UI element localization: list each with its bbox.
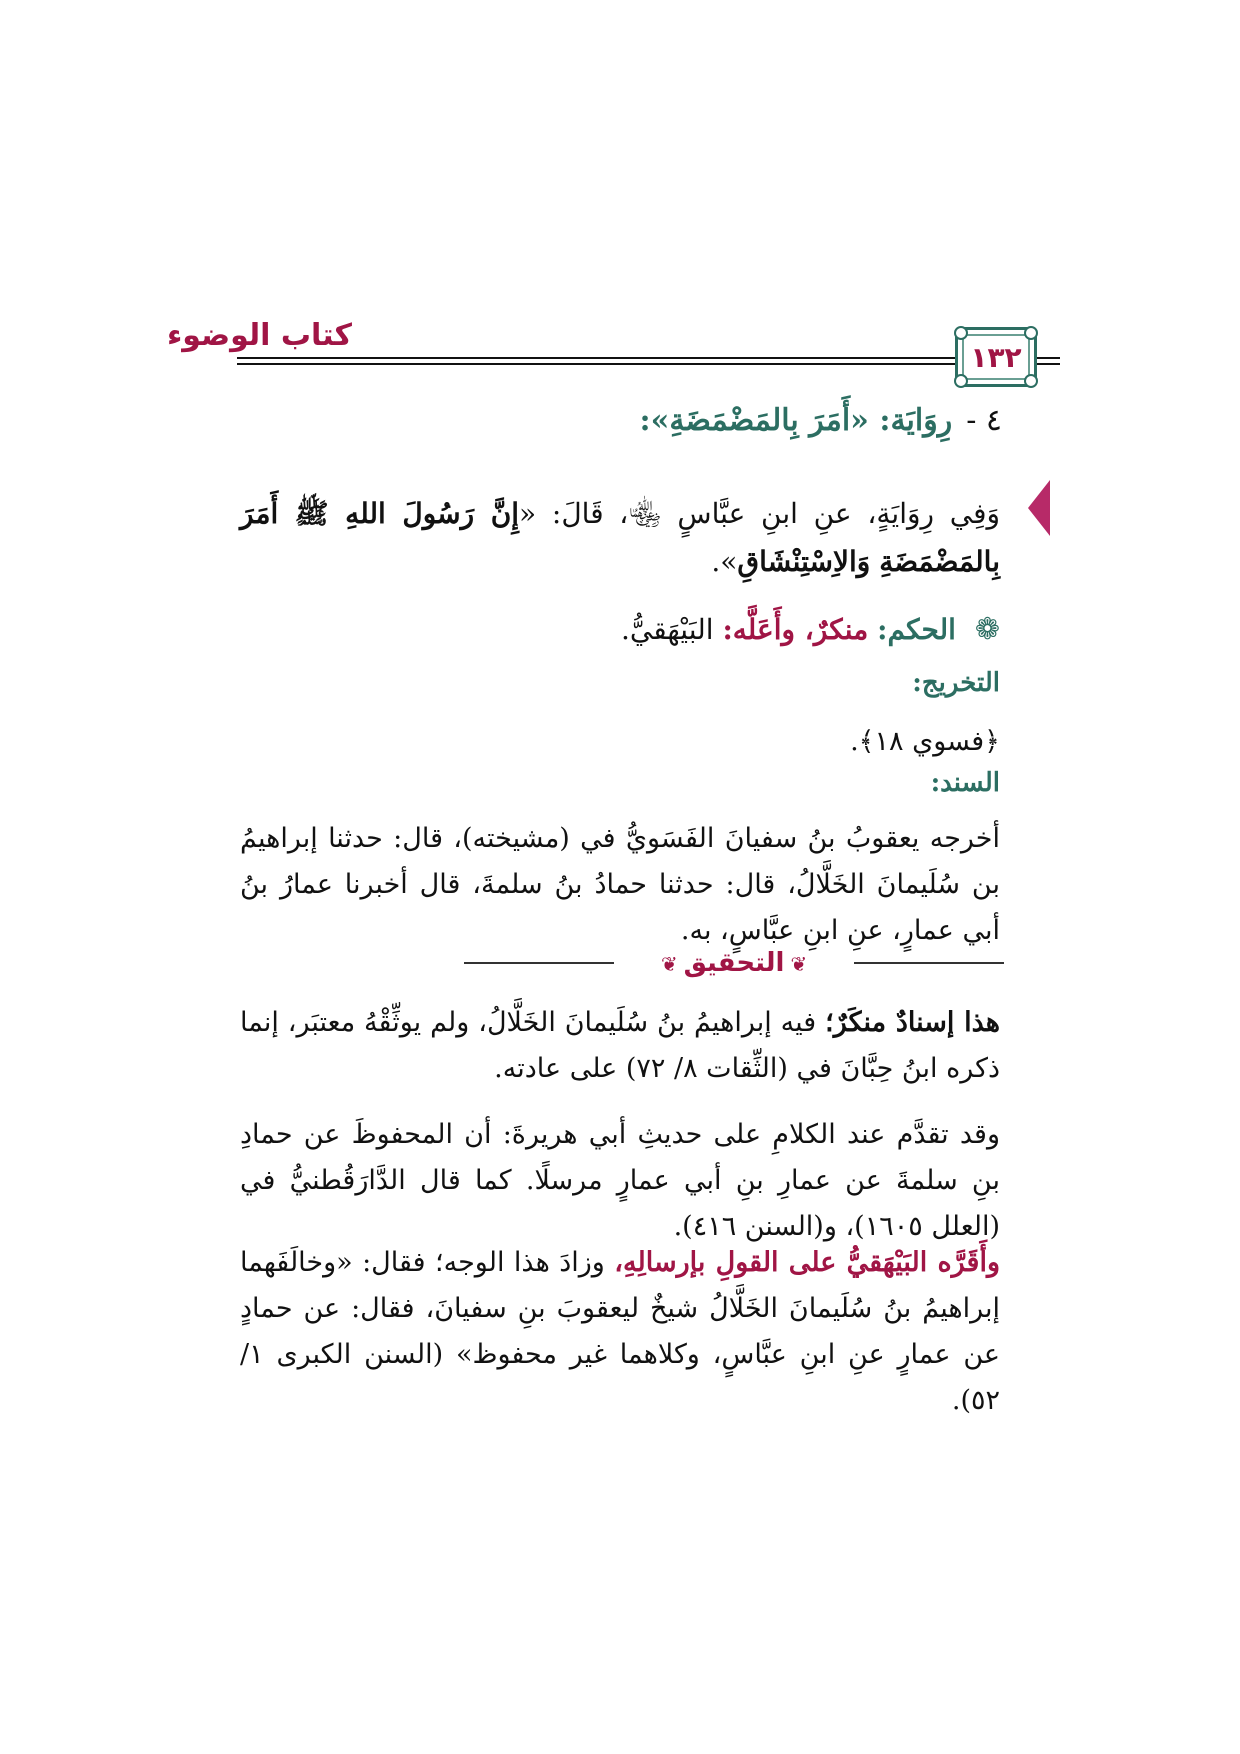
section-title: رِوَايَة: «أَمَرَ بِالمَضْمَضَةِ»: <box>639 403 953 438</box>
ruling-by: البَيْهَقيُّ. <box>621 613 714 646</box>
takhrij-reference: ﴿فسوي ١٨﴾. <box>850 726 1000 757</box>
tahqiq-p3-bold: وأَقَرَّه البَيْهَقيُّ على القولِ بإرسالِهِ، <box>614 1247 1000 1278</box>
tahqiq-paragraph-1 <box>240 1000 1000 1092</box>
section-heading <box>640 403 1002 438</box>
flower-icon: ❁ <box>974 612 1000 647</box>
tahqiq-paragraph-3 <box>240 1240 1000 1424</box>
ruling-value: منكرٌ، وأَعَلَّه: <box>722 613 869 646</box>
takhrij-heading: التخريج: <box>912 668 1000 698</box>
sanad-heading: السند: <box>930 768 1000 798</box>
badge-ornament-icon <box>954 326 968 340</box>
book-title: كتاب الوضوء <box>166 318 352 353</box>
badge-ornament-icon <box>1024 326 1038 340</box>
divider-line <box>854 962 1004 964</box>
tahqiq-p1-rest: فيه إبراهيمُ بنُ سُلَيمانَ الخَلَّالُ، ولم يوثِّقْهُ معتبَر، إنما ذكره ابنُ حِبَّانَ في (الثِّقات ٨/ ٧٢) على عادته. <box>240 1007 1000 1084</box>
header-rule-bottom <box>237 363 1022 365</box>
tahqiq-p3-rest: وزادَ هذا الوجه؛ فقال: «وخالَفَهما إبراهيمُ بنُ سُلَيمانَ الخَلَّالُ شيخٌ ليعقوبَ بنِ سفيانَ، فقال: عن حمادٍ عن عمارٍ عنِ ابنِ عبَّاسٍ، وكلاهما غير محفوظ» (السنن الكبرى ١/ ٥٢). <box>240 1247 1000 1416</box>
section-number: ٤ - <box>966 403 1002 438</box>
hadith-outro: ». <box>711 545 738 578</box>
hadith-intro: وَفِي رِوَايَةٍ، عنِ ابنِ عبَّاسٍ ﵄، قَالَ: « <box>519 497 1000 530</box>
hadith-matn-a: إِنَّ رَسُولَ اللهِ ﷺ أَمَرَ بِالمَضْمَضَةِ <box>240 497 1000 578</box>
page-number-badge <box>955 327 1037 387</box>
flourish-icon: ❦ <box>790 952 808 976</box>
sanad-paragraph: أخرجه يعقوبُ بنُ سفيانَ الفَسَويُّ في (مشيخته)، قال: حدثنا إبراهيمُ بن سُلَيمانَ الخَلَّالُ، قال: حدثنا حمادُ بنُ سلمةَ، قال أخبرنا عمارُ بنُ أبي عمارٍ، عنِ ابنِ عبَّاسٍ، به. <box>240 823 1000 946</box>
page-number: ١٣٢ <box>970 340 1022 374</box>
hadith-text <box>240 490 1000 586</box>
divider-line <box>464 962 614 964</box>
tahqiq-p1-bold: هذا إسنادٌ منكَرٌ؛ <box>825 1007 1000 1038</box>
badge-ornament-icon <box>954 374 968 388</box>
sanad-text <box>240 816 1000 954</box>
hadith-matn-b: وَالاِسْتِنْشَاقِ <box>737 545 871 578</box>
tahqiq-paragraph-2 <box>240 1112 1000 1250</box>
header-rule-right-bottom <box>1036 363 1060 365</box>
ruling-line <box>621 612 1000 647</box>
tahqiq-divider <box>464 948 1004 978</box>
header-rule-top <box>237 357 1022 359</box>
ruling-label: الحكم: <box>877 613 956 646</box>
tahqiq-p2: وقد تقدَّم عند الكلامِ على حديثِ أبي هريرةَ: أن المحفوظَ عن حمادِ بنِ سلمةَ عن عمارِ بنِ أبي عمارٍ مرسلًا. كما قال الدَّارَقُطنيُّ في (العلل ١٦٠٥)، و(السنن ٤١٦). <box>240 1119 1000 1242</box>
flourish-icon: ❦ <box>660 952 678 976</box>
header-rule-right-top <box>1036 357 1060 359</box>
tahqiq-heading: التحقيق <box>683 948 785 978</box>
badge-ornament-icon <box>1024 374 1038 388</box>
quote-marker-icon <box>1028 480 1050 536</box>
